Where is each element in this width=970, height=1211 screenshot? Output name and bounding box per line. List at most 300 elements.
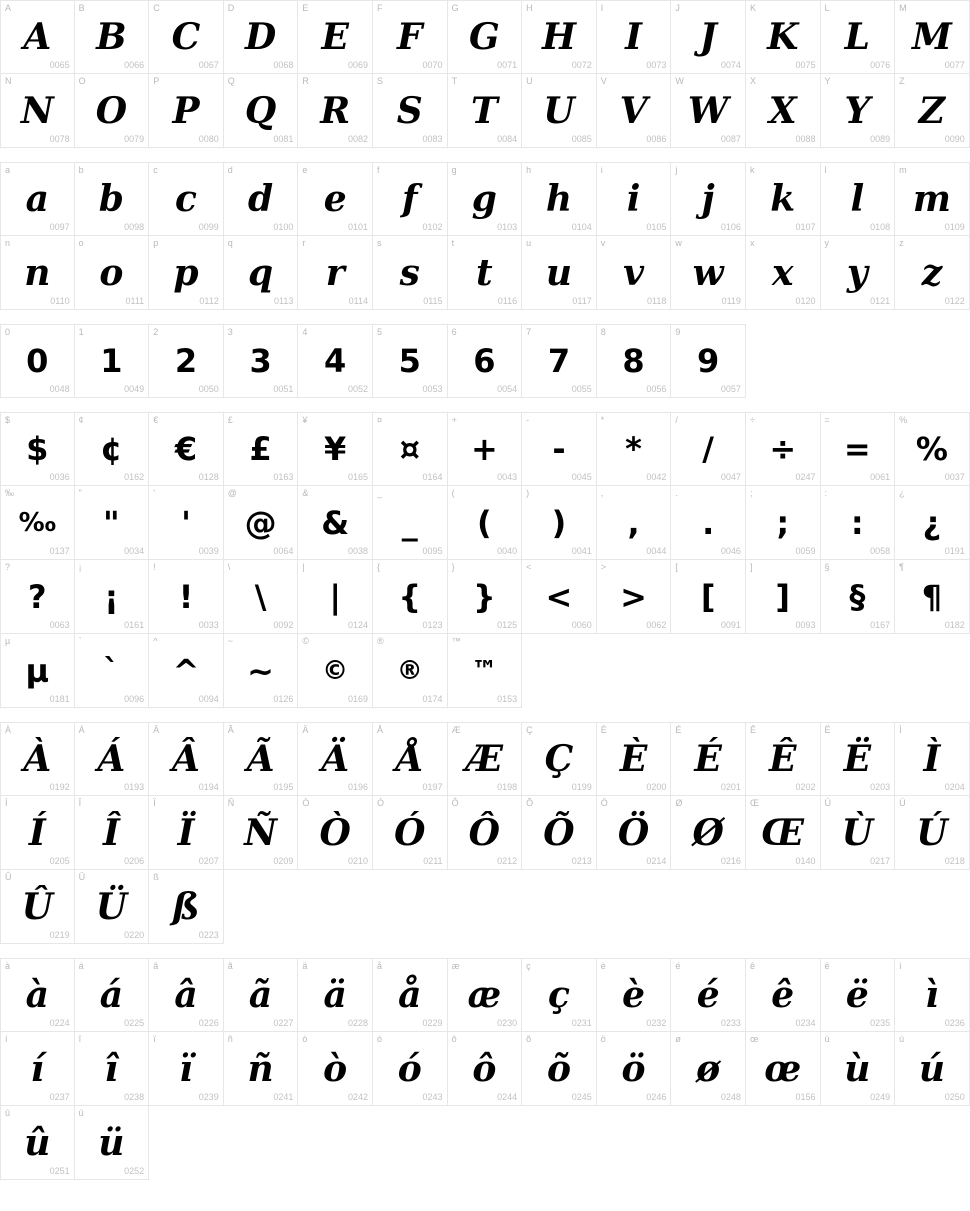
glyph-char-label: _	[376, 488, 382, 498]
glyph-code-label: 0238	[124, 1092, 145, 1102]
glyph-cell[interactable]	[0, 560, 75, 634]
glyph-cell[interactable]	[597, 1032, 672, 1106]
glyph-char-label: [	[675, 562, 678, 572]
glyph-char-label: ©	[302, 636, 310, 646]
glyph-code-label: 0245	[571, 1092, 592, 1102]
glyph-preview: d	[247, 178, 274, 220]
glyph-char-label: 2	[153, 327, 159, 337]
glyph-code-label: 0082	[347, 134, 368, 144]
glyph-char-label: €	[153, 415, 159, 425]
glyph-code-label: 0066	[124, 60, 145, 70]
glyph-preview: i	[626, 178, 641, 220]
glyph-cell[interactable]	[373, 412, 448, 486]
glyph-preview: î	[104, 1047, 119, 1090]
glyph-cell[interactable]	[746, 796, 821, 870]
glyph-cell[interactable]	[373, 722, 448, 796]
glyph-cell[interactable]	[671, 958, 746, 1032]
glyph-code-label: 0090	[944, 134, 965, 144]
glyph-cell[interactable]	[895, 722, 970, 796]
glyph-cell[interactable]	[373, 324, 448, 398]
glyph-preview: Û	[21, 885, 53, 928]
glyph-cell[interactable]	[448, 634, 523, 708]
glyph-cell[interactable]	[75, 236, 150, 310]
glyph-cell[interactable]	[298, 1032, 373, 1106]
glyph-char-label: f	[376, 165, 380, 175]
glyph-char-label: ÷	[749, 415, 755, 425]
glyph-cell[interactable]	[895, 958, 970, 1032]
glyph-code-label: 0235	[870, 1018, 891, 1028]
glyph-cell[interactable]	[448, 796, 523, 870]
glyph-cell[interactable]	[0, 870, 75, 944]
glyph-code-label: 0103	[497, 222, 518, 232]
glyph-cell[interactable]	[224, 486, 299, 560]
glyph-code-label: 0078	[49, 134, 70, 144]
glyph-cell[interactable]	[597, 74, 672, 148]
glyph-cell[interactable]	[671, 1032, 746, 1106]
glyph-cell[interactable]	[298, 236, 373, 310]
glyph-cell[interactable]	[448, 958, 523, 1032]
glyph-cell[interactable]	[895, 486, 970, 560]
glyph-cell[interactable]	[821, 236, 896, 310]
glyph-cell[interactable]	[298, 74, 373, 148]
glyph-preview: '	[181, 503, 191, 542]
glyph-cell[interactable]	[746, 958, 821, 1032]
glyph-cell[interactable]	[149, 1032, 224, 1106]
glyph-cell[interactable]	[298, 162, 373, 236]
glyph-cell[interactable]	[298, 324, 373, 398]
glyph-preview: €	[174, 430, 198, 468]
glyph-char-label: ,	[600, 488, 604, 498]
glyph-cell[interactable]	[298, 958, 373, 1032]
glyph-code-label: 0053	[422, 384, 443, 394]
glyph-char-label: î	[78, 1034, 82, 1044]
glyph-cell[interactable]	[746, 1032, 821, 1106]
glyph-cell[interactable]	[448, 722, 523, 796]
glyph-preview: ø	[696, 1047, 721, 1090]
glyph-code-label: 0047	[720, 472, 741, 482]
glyph-cell[interactable]	[821, 0, 896, 74]
glyph-cell[interactable]	[298, 486, 373, 560]
glyph-code-label: 0214	[646, 856, 667, 866]
glyph-char-label: µ	[5, 636, 11, 646]
glyph-cell[interactable]	[75, 870, 150, 944]
glyph-code-label: 0207	[198, 856, 219, 866]
glyph-preview: ù	[844, 1047, 871, 1090]
glyph-cell[interactable]	[149, 958, 224, 1032]
glyph-preview: &	[321, 503, 350, 542]
glyph-char-label: é	[675, 961, 681, 971]
glyph-cell[interactable]	[895, 74, 970, 148]
glyph-cell[interactable]	[298, 722, 373, 796]
glyph-code-label: 0115	[423, 296, 443, 306]
glyph-cell[interactable]	[895, 796, 970, 870]
glyph-char-label: Ä	[302, 725, 309, 735]
glyph-char-label: ë	[824, 961, 830, 971]
glyph-cell[interactable]	[746, 486, 821, 560]
glyph-cell[interactable]	[149, 634, 224, 708]
glyph-cell[interactable]	[746, 162, 821, 236]
glyph-char-label: \	[227, 562, 231, 572]
glyph-preview: k	[770, 178, 796, 220]
glyph-cell[interactable]	[75, 1106, 150, 1180]
glyph-code-label: 0087	[720, 134, 741, 144]
glyph-cell[interactable]	[522, 560, 597, 634]
glyph-cell[interactable]	[0, 796, 75, 870]
glyph-code-label: 0094	[198, 694, 219, 704]
glyph-cell[interactable]	[75, 0, 150, 74]
glyph-char-label: V	[600, 76, 607, 86]
glyph-cell[interactable]	[75, 722, 150, 796]
glyph-cell[interactable]	[522, 1032, 597, 1106]
glyph-cell[interactable]	[298, 0, 373, 74]
glyph-code-label: 0055	[571, 384, 592, 394]
glyph-cell[interactable]	[671, 412, 746, 486]
glyph-cell[interactable]	[448, 560, 523, 634]
glyph-code-label: 0037	[944, 472, 965, 482]
glyph-code-label: 0137	[49, 546, 70, 556]
glyph-char-label: +	[451, 415, 457, 425]
glyph-cell[interactable]	[522, 324, 597, 398]
glyph-char-label: Ù	[824, 798, 832, 808]
glyph-cell[interactable]	[75, 162, 150, 236]
glyph-cell[interactable]	[373, 162, 448, 236]
glyph-cell[interactable]	[149, 412, 224, 486]
glyph-preview: (	[477, 503, 492, 542]
glyph-cell[interactable]	[448, 412, 523, 486]
glyph-cell[interactable]	[597, 412, 672, 486]
glyph-preview: )	[551, 503, 567, 542]
glyph-cell[interactable]	[821, 796, 896, 870]
glyph-cell[interactable]	[671, 162, 746, 236]
glyph-preview: ¤	[399, 430, 420, 468]
glyph-cell[interactable]	[746, 0, 821, 74]
glyph-cell[interactable]	[448, 74, 523, 148]
glyph-cell[interactable]	[0, 1032, 75, 1106]
glyph-cell[interactable]	[224, 796, 299, 870]
glyph-cell[interactable]	[671, 560, 746, 634]
glyph-preview: 0	[26, 342, 49, 380]
glyph-char-label: Ç	[526, 725, 533, 735]
glyph-cell[interactable]	[671, 722, 746, 796]
glyph-char-label: $	[5, 415, 11, 425]
glyph-cell[interactable]	[821, 162, 896, 236]
glyph-code-label: 0106	[720, 222, 741, 232]
glyph-cell[interactable]	[448, 324, 523, 398]
glyph-preview: ç	[547, 974, 570, 1016]
glyph-cell[interactable]	[75, 486, 150, 560]
glyph-cell[interactable]	[149, 324, 224, 398]
glyph-cell[interactable]	[0, 74, 75, 148]
glyph-cell[interactable]	[448, 1032, 523, 1106]
glyph-cell[interactable]	[522, 486, 597, 560]
glyph-cell[interactable]	[149, 0, 224, 74]
glyph-cell[interactable]	[821, 486, 896, 560]
glyph-cell[interactable]	[0, 236, 75, 310]
glyph-preview: ©	[322, 655, 349, 686]
glyph-char-label: U	[526, 76, 533, 86]
glyph-cell[interactable]	[821, 412, 896, 486]
glyph-cell[interactable]	[597, 324, 672, 398]
glyph-cell[interactable]	[373, 958, 448, 1032]
glyph-cell[interactable]	[522, 162, 597, 236]
glyph-cell[interactable]	[224, 74, 299, 148]
glyph-char-label: ‰	[5, 488, 14, 498]
glyph-preview: |	[329, 577, 342, 616]
glyph-code-label: 0101	[347, 222, 368, 232]
glyph-cell[interactable]	[224, 722, 299, 796]
glyph-cell[interactable]	[597, 236, 672, 310]
glyph-cell[interactable]	[821, 958, 896, 1032]
glyph-preview: u	[545, 251, 573, 294]
glyph-cell[interactable]	[597, 486, 672, 560]
glyph-cell[interactable]	[522, 0, 597, 74]
glyph-char-label: o	[78, 238, 84, 248]
glyph-cell[interactable]	[895, 236, 970, 310]
glyph-cell[interactable]	[149, 560, 224, 634]
glyph-cell[interactable]	[75, 412, 150, 486]
glyph-preview: e	[323, 178, 347, 220]
glyph-preview: ï	[179, 1047, 193, 1090]
glyph-cell[interactable]	[671, 486, 746, 560]
glyph-char-label: }	[451, 562, 455, 572]
glyph-cell[interactable]	[895, 0, 970, 74]
glyph-code-label: 0239	[198, 1092, 219, 1102]
glyph-char-label: ù	[824, 1034, 830, 1044]
glyph-code-label: 0083	[422, 134, 443, 144]
glyph-cell[interactable]	[224, 236, 299, 310]
glyph-cell[interactable]	[746, 74, 821, 148]
glyph-cell[interactable]	[895, 560, 970, 634]
glyph-char-label: Ø	[675, 798, 683, 808]
glyph-preview: x	[772, 251, 794, 294]
glyph-cell[interactable]	[75, 324, 150, 398]
glyph-cell[interactable]	[597, 0, 672, 74]
glyph-char-label: "	[78, 488, 82, 498]
glyph-cell[interactable]	[149, 162, 224, 236]
glyph-cell[interactable]	[746, 236, 821, 310]
glyph-cell[interactable]	[373, 486, 448, 560]
glyph-code-label: 0162	[124, 472, 145, 482]
glyph-cell[interactable]	[373, 236, 448, 310]
glyph-code-label: 0038	[347, 546, 368, 556]
glyph-cell[interactable]	[522, 796, 597, 870]
glyph-cell[interactable]	[373, 634, 448, 708]
glyph-code-label: 0102	[422, 222, 443, 232]
glyph-code-label: 0064	[273, 546, 294, 556]
glyph-char-label: ú	[899, 1034, 905, 1044]
glyph-cell[interactable]	[373, 796, 448, 870]
glyph-char-label: Î	[78, 798, 82, 808]
glyph-cell[interactable]	[149, 796, 224, 870]
glyph-code-label: 0116	[497, 296, 518, 306]
glyph-preview: ê	[771, 974, 795, 1016]
glyph-cell[interactable]	[597, 958, 672, 1032]
glyph-char-label: !	[153, 562, 156, 572]
glyph-cell[interactable]	[522, 236, 597, 310]
glyph-preview: Æ	[465, 738, 503, 780]
glyph-cell[interactable]	[149, 236, 224, 310]
glyph-code-label: 0077	[944, 60, 965, 70]
block-separator	[0, 148, 970, 162]
glyph-char-label: ¥	[302, 415, 308, 425]
glyph-preview: *	[625, 430, 642, 468]
glyph-cell[interactable]	[0, 324, 75, 398]
glyph-preview: y	[846, 251, 868, 294]
glyph-preview: ì	[925, 974, 939, 1016]
glyph-cell[interactable]	[75, 958, 150, 1032]
glyph-cell[interactable]	[75, 1032, 150, 1106]
glyph-cell[interactable]	[373, 0, 448, 74]
glyph-char-label: Ô	[451, 798, 459, 808]
glyph-preview: g	[471, 178, 497, 220]
glyph-cell[interactable]	[746, 560, 821, 634]
glyph-preview: Ó	[394, 811, 426, 854]
glyph-char-label: K	[749, 3, 756, 13]
glyph-cell[interactable]	[149, 722, 224, 796]
glyph-block-lowercase	[0, 162, 970, 310]
glyph-code-label: 0048	[49, 384, 70, 394]
glyph-preview: ñ	[247, 1047, 274, 1090]
glyph-cell[interactable]	[522, 722, 597, 796]
glyph-cell[interactable]	[671, 324, 746, 398]
glyph-cell[interactable]	[821, 560, 896, 634]
glyph-code-label: 0167	[870, 620, 891, 630]
glyph-preview: Î	[102, 811, 120, 854]
glyph-preview: F	[396, 16, 423, 58]
glyph-cell[interactable]	[448, 486, 523, 560]
glyph-cell[interactable]	[373, 560, 448, 634]
glyph-preview: ;	[776, 503, 790, 542]
glyph-cell[interactable]	[0, 0, 75, 74]
glyph-cell[interactable]	[373, 74, 448, 148]
glyph-code-label: 0049	[124, 384, 145, 394]
glyph-code-label: 0105	[646, 222, 667, 232]
glyph-char-label: À	[5, 725, 12, 735]
glyph-char-label: á	[78, 961, 84, 971]
glyph-cell[interactable]	[75, 634, 150, 708]
glyph-code-label: 0054	[497, 384, 518, 394]
glyph-char-label: Ú	[899, 798, 906, 808]
glyph-code-label: 0249	[870, 1092, 891, 1102]
glyph-cell[interactable]	[149, 74, 224, 148]
glyph-code-label: 0040	[497, 546, 518, 556]
glyph-code-label: 0125	[497, 620, 518, 630]
glyph-cell[interactable]	[224, 162, 299, 236]
glyph-preview: ô	[472, 1047, 497, 1090]
glyph-char-label: q	[227, 238, 233, 248]
glyph-char-label: È	[600, 725, 607, 735]
glyph-cell[interactable]	[671, 236, 746, 310]
glyph-cell[interactable]	[671, 796, 746, 870]
glyph-cell[interactable]	[224, 1032, 299, 1106]
glyph-char-label: =	[824, 415, 830, 425]
glyph-preview: È	[619, 738, 648, 780]
glyph-code-label: 0237	[49, 1092, 70, 1102]
glyph-cell[interactable]	[821, 74, 896, 148]
glyph-code-label: 0216	[720, 856, 741, 866]
glyph-cell[interactable]	[75, 560, 150, 634]
glyph-char-label: è	[600, 961, 606, 971]
glyph-cell[interactable]	[224, 324, 299, 398]
glyph-cell[interactable]	[373, 1032, 448, 1106]
glyph-char-label: Õ	[526, 798, 534, 808]
glyph-preview: Ë	[843, 738, 872, 780]
glyph-char-label: ¿	[899, 488, 905, 498]
glyph-cell[interactable]	[448, 0, 523, 74]
glyph-code-label: 0092	[273, 620, 294, 630]
glyph-preview: A	[23, 16, 52, 58]
glyph-cell[interactable]	[149, 486, 224, 560]
glyph-preview: <	[545, 577, 573, 616]
glyph-cell[interactable]	[522, 74, 597, 148]
glyph-cell[interactable]	[448, 236, 523, 310]
glyph-cell[interactable]	[895, 412, 970, 486]
glyph-preview: é	[696, 974, 720, 1016]
glyph-cell[interactable]	[746, 722, 821, 796]
glyph-block-symbols	[0, 412, 970, 708]
glyph-cell[interactable]	[0, 1106, 75, 1180]
glyph-code-label: 0123	[422, 620, 443, 630]
glyph-cell[interactable]	[895, 1032, 970, 1106]
glyph-cell[interactable]	[224, 412, 299, 486]
glyph-cell[interactable]	[224, 560, 299, 634]
glyph-cell[interactable]	[298, 796, 373, 870]
glyph-cell[interactable]	[224, 0, 299, 74]
glyph-cell[interactable]	[0, 412, 75, 486]
glyph-char-label: 0	[5, 327, 11, 337]
glyph-cell[interactable]	[149, 870, 224, 944]
glyph-char-label: a	[5, 165, 11, 175]
glyph-cell[interactable]	[821, 722, 896, 796]
glyph-cell[interactable]	[522, 412, 597, 486]
glyph-preview: û	[24, 1121, 51, 1164]
glyph-block-accented-lowercase	[0, 958, 970, 1180]
glyph-cell[interactable]	[522, 958, 597, 1032]
glyph-cell[interactable]	[224, 958, 299, 1032]
glyph-preview: b	[98, 178, 124, 220]
glyph-cell[interactable]	[75, 74, 150, 148]
glyph-cell[interactable]	[298, 560, 373, 634]
glyph-preview: {	[398, 577, 422, 616]
glyph-cell[interactable]	[0, 722, 75, 796]
glyph-cell[interactable]	[448, 162, 523, 236]
glyph-cell[interactable]	[0, 162, 75, 236]
glyph-cell[interactable]	[298, 634, 373, 708]
glyph-cell[interactable]	[597, 722, 672, 796]
glyph-cell[interactable]	[597, 162, 672, 236]
glyph-cell[interactable]	[671, 0, 746, 74]
glyph-preview: %	[915, 430, 948, 468]
glyph-preview: Ï	[177, 811, 195, 854]
glyph-cell[interactable]	[671, 74, 746, 148]
glyph-cell[interactable]	[0, 634, 75, 708]
glyph-char-label: c	[153, 165, 158, 175]
glyph-cell[interactable]	[821, 1032, 896, 1106]
glyph-cell[interactable]	[746, 412, 821, 486]
glyph-cell[interactable]	[298, 412, 373, 486]
glyph-cell[interactable]	[75, 796, 150, 870]
glyph-cell[interactable]	[0, 958, 75, 1032]
glyph-cell[interactable]	[0, 486, 75, 560]
glyph-preview: £	[249, 430, 272, 468]
glyph-code-label: 0033	[198, 620, 219, 630]
glyph-cell[interactable]	[597, 796, 672, 870]
glyph-preview: Ñ	[244, 811, 278, 854]
glyph-code-label: 0232	[646, 1018, 667, 1028]
glyph-cell[interactable]	[895, 162, 970, 236]
glyph-cell[interactable]	[224, 634, 299, 708]
glyph-cell[interactable]	[597, 560, 672, 634]
